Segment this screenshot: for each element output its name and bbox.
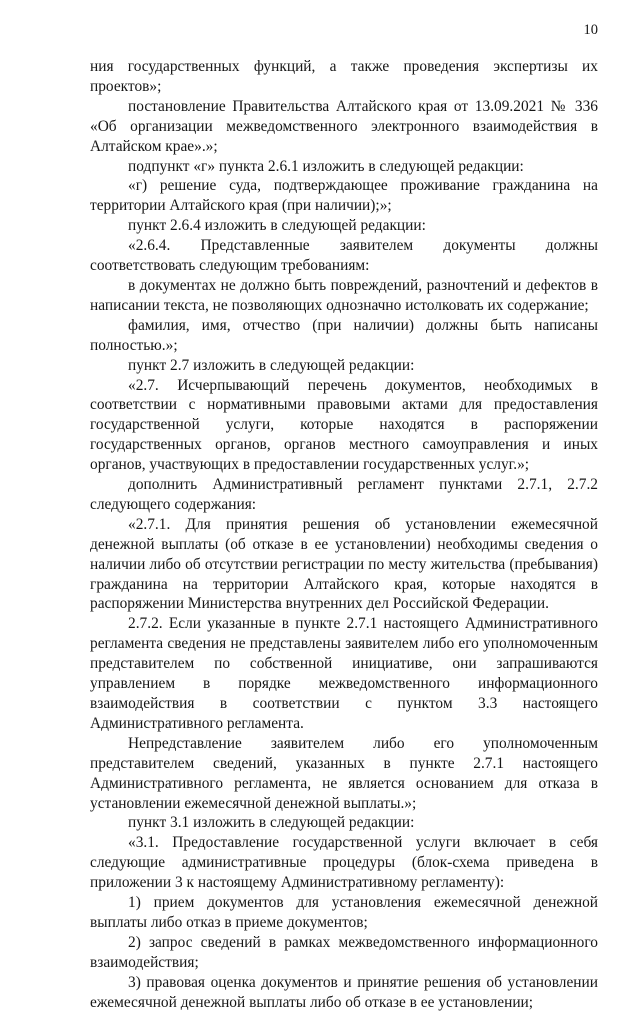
page-number: 10 <box>583 22 598 38</box>
paragraph-3: подпункт «г» пункта 2.6.1 изложить в следующей редакции: <box>128 157 524 175</box>
paragraph-10: «2.7. Исчерпывающий перечень документов, необходимых в соответствии с нормативными правовыми актами для предоставления государственной услуги, которые находятся в распоряжении государственных органов, органов местного самоуправления и иных органов, участвующих в предоставлении государственных услуг.»; <box>90 376 598 474</box>
paragraph-5: пункт 2.6.4 изложить в следующей редакции: <box>128 217 426 235</box>
paragraph-14: Непредставление заявителем либо его уполномоченным представителем сведений, указанных в пункте 2.7.1 настоящего Административного регламента, не является основанием для отказа в установлении ежемесячной денежной выплаты.»; <box>90 734 598 812</box>
paragraph-19: 3) правовая оценка документов и принятие решения об установлении ежемесячной денежной выплаты либо об отказе в ее установлении; <box>90 973 598 1011</box>
paragraph-1: ния государственных функций, а также проведения экспертизы их проектов»; <box>90 58 598 95</box>
paragraph-16: «3.1. Предоставление государственной услуги включает в себя следующие административные процедуры (блок-схема приведена в приложении 3 к настоящему Административному регламенту): <box>90 834 598 892</box>
paragraph-15: пункт 3.1 изложить в следующей редакции: <box>128 814 415 832</box>
paragraph-12: «2.7.1. Для принятия решения об установлении ежемесячной денежной выплаты (об отказе в ее установлении) необходимы сведения о наличии либо об отсутствии регистрации по месту жительства (пребывания) гражданина на территории Алтайского края, которые находятся в распоряжении Министерства внутренних дел Российской Федерации. <box>90 515 598 613</box>
paragraph-9: пункт 2.7 изложить в следующей редакции: <box>128 356 415 374</box>
paragraph-13: 2.7.2. Если указанные в пункте 2.7.1 настоящего Административного регламента сведения не представлены заявителем либо его уполномоченным представителем по собственной инициативе, они запрашиваются управлением в порядке межведомственного информационного взаимодействия в соответствии с пунктом 3.3 настоящего Административного регламента. <box>90 615 598 732</box>
paragraph-17: 1) прием документов для установления ежемесячной денежной выплаты либо отказ в приеме документов; <box>90 894 598 931</box>
paragraph-18: 2) запрос сведений в рамках межведомственного информационного взаимодействия; <box>90 933 598 971</box>
paragraph-4: «г) решение суда, подтверждающее проживание гражданина на территории Алтайского края (при наличии);»; <box>90 177 598 215</box>
paragraph-2: постановление Правительства Алтайского края от 13.09.2021 № 336 «Об организации межведомственного электронного взаимодействия в Алтайском крае».»; <box>90 97 598 155</box>
paragraph-7: в документах не должно быть повреждений, разночтений и дефектов в написании текста, не позволяющих однозначно истолковать их содержание; <box>90 276 598 314</box>
paragraph-11: дополнить Административный регламент пунктами 2.7.1, 2.7.2 следующего содержания: <box>90 476 598 513</box>
document-body <box>90 57 598 1013</box>
paragraph-8: фамилия, имя, отчество (при наличии) должны быть написаны полностью.»; <box>90 316 598 354</box>
paragraph-6: «2.6.4. Представленные заявителем документы должны соответствовать следующим требованиям: <box>90 237 598 275</box>
